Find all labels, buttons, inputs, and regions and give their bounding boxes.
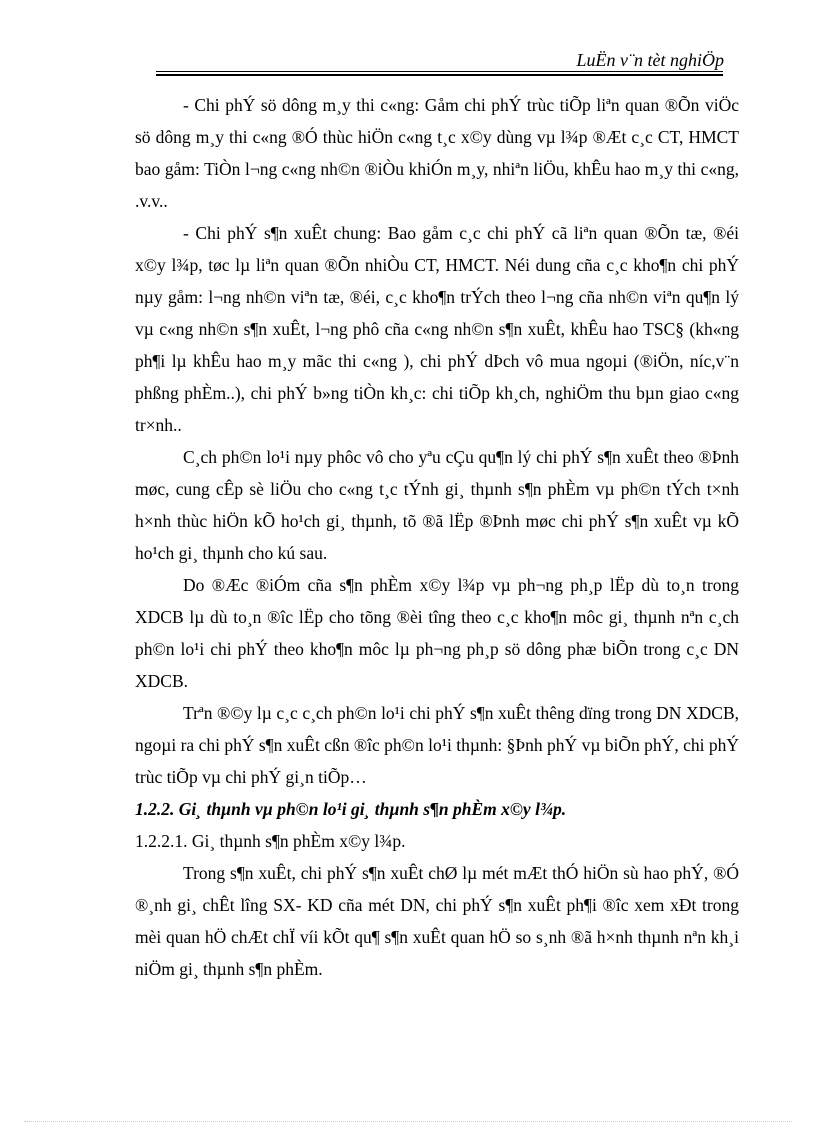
page-bottom-border xyxy=(24,1121,792,1122)
paragraph-construction-characteristics: Do ®Æc ®iÓm cña s¶n phÈm x©y l¾p vµ ph¬ng ph¸p lËp dù to¸n trong XDCB lµ dù to¸n ®îc lËp cho tõng ®èi tîng theo c¸c kho¶n môc gi¸ thµnh nªn c¸ch ph©n lo¹i chi phÝ theo kho¶n môc lµ ph¬ng ph¸p sö dông phæ biÕn trong c¸c DN XDCB. xyxy=(135,575,739,691)
paragraph-cost-definition: Trong s¶n xuÊt, chi phÝ s¶n xuÊt chØ lµ mét mÆt thÓ hiÖn sù hao phÝ, ®Ó ®¸nh gi¸ chÊt lîng SX- KD cña mét DN, chi phÝ s¶n xuÊt ph¶i ®îc xem xÐt trong mèi quan hÖ chÆt chÏ víi kÕt qu¶ s¶n xuÊt quan hÖ so s¸nh ®ã h×nh thµnh nªn kh¸i niÖm gi¸ thµnh s¶n phÈm. xyxy=(135,863,739,979)
subsection-heading: 1.2.2.1. Gi¸ thµnh s¶n phÈm x©y l¾p. xyxy=(135,831,406,851)
running-header-title: LuËn v¨n tèt nghiÖp xyxy=(576,50,724,70)
paragraph-machine-cost: - Chi phÝ sö dông m¸y thi c«ng: Gåm chi phÝ trùc tiÕp liªn quan ®Õn viÖc sö dông m¸y thi c«ng ®Ó thùc hiÖn c«ng t¸c x©y dùng vµ l¾p ®Æt c¸c CT, HMCT bao gåm: TiÒn l¬ng c«ng nh©n ®iÒu khiÓn m¸y, nhiªn liÖu, khÊu hao m¸y thi c«ng, .v.v.. xyxy=(135,95,739,211)
header-rule-thick xyxy=(156,74,723,76)
paragraph-classification-purpose: C¸ch ph©n lo¹i nµy phôc vô cho yªu cÇu qu¶n lý chi phÝ s¶n xuÊt theo ®Þnh møc, cung cÊp sè liÖu cho c«ng t¸c tÝnh gi¸ thµnh s¶n phÈm vµ ph©n tÝch t×nh h×nh thùc hiÖn kÕ ho¹ch gi¸ thµnh, tõ ®ã lËp ®Þnh møc chi phÝ s¶n xuÊt vµ kÕ ho¹ch gi¸ thµnh cho kú sau. xyxy=(135,447,739,563)
section-heading: 1.2.2. Gi¸ thµnh vµ ph©n lo¹i gi¸ thµnh s¶n phÈm x©y l¾p. xyxy=(135,799,567,819)
page-body xyxy=(135,89,739,985)
header-rule-thin xyxy=(156,71,723,72)
paragraph-other-classifications: Trªn ®©y lµ c¸c c¸ch ph©n lo¹i chi phÝ s¶n xuÊt thêng dïng trong DN XDCB, ngoµi ra chi phÝ s¶n xuÊt cßn ®îc ph©n lo¹i thµnh: §Þnh phÝ vµ biÕn phÝ, chi phÝ trùc tiÕp vµ chi phÝ gi¸n tiÕp… xyxy=(135,703,739,787)
paragraph-general-production-cost: - Chi phÝ s¶n xuÊt chung: Bao gåm c¸c chi phÝ cã liªn quan ®Õn tæ, ®éi x©y l¾p, tøc lµ liªn quan ®Õn nhiÒu CT, HMCT. Néi dung cña c¸c kho¶n chi phÝ nµy gåm: l¬ng nh©n viªn tæ, ®éi, c¸c kho¶n trÝch theo l¬ng cña nh©n viªn qu¶n lý vµ c«ng nh©n s¶n xuÊt, l¬ng phô cña c«ng nh©n s¶n xuÊt, khÊu hao TSC§ (kh«ng ph¶i lµ khÊu hao m¸y mãc thi c«ng ), chi phÝ dÞch vô mua ngoµi (®iÖn, níc,v¨n phßng phÈm..), chi phÝ b»ng tiÒn kh¸c: chi tiÕp kh¸ch, nghiÖm thu bµn giao c«ng tr×nh.. xyxy=(135,223,739,435)
